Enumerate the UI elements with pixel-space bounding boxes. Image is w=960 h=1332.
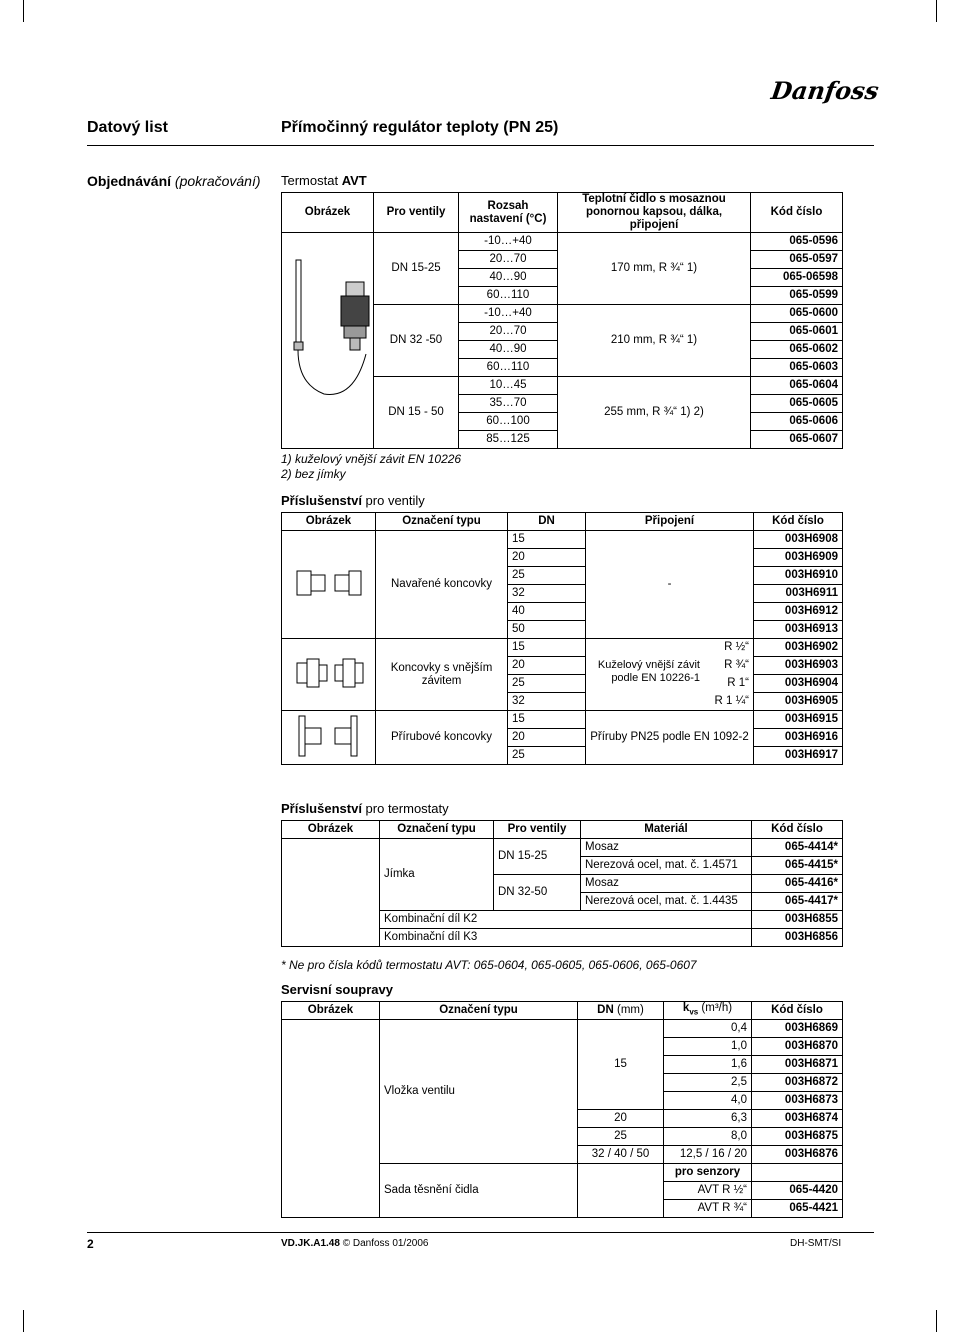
code-cell: 003H6905 <box>754 693 843 711</box>
weld-tailpieces-image <box>282 531 376 639</box>
code-cell: 003H6912 <box>754 603 843 621</box>
range-cell: 10…45 <box>459 377 558 395</box>
code-cell: 065-0606 <box>751 413 843 431</box>
thermostat-image <box>282 233 374 449</box>
code-cell: 065-0599 <box>751 287 843 305</box>
col-header: Obrázek <box>282 821 380 839</box>
kvs-cell: 0,4 <box>664 1020 752 1038</box>
valve-accessories-heading: Příslušenství pro ventily <box>281 493 425 508</box>
note: 1) kuželový vnější závit EN 10226 <box>281 452 462 466</box>
code-cell: 065-4417* <box>752 893 843 911</box>
service-kits-heading: Servisní soupravy <box>281 982 393 997</box>
ordering-table <box>281 192 843 449</box>
code-cell: 065-0604 <box>751 377 843 395</box>
kvs-cell: 8,0 <box>664 1128 752 1146</box>
image-cell <box>282 839 380 947</box>
range-cell: 60…100 <box>459 413 558 431</box>
range-cell: 40…90 <box>459 269 558 287</box>
dn-cell: 20 <box>508 729 586 747</box>
code-cell: 003H6876 <box>752 1146 843 1164</box>
code-cell: 003H6870 <box>752 1038 843 1056</box>
dn-cell: 25 <box>578 1128 664 1146</box>
dn-cell: 25 <box>508 747 586 765</box>
range-cell: 60…110 <box>459 359 558 377</box>
ordering-subtitle: Termostat AVT <box>281 173 367 188</box>
dn-cell: 15 <box>508 639 586 657</box>
valves-cell: DN 32 -50 <box>374 305 459 377</box>
code-cell: 003H6915 <box>754 711 843 729</box>
code-cell: 065-0602 <box>751 341 843 359</box>
valves-cell: DN 15 - 50 <box>374 377 459 449</box>
kvs-cell: AVT R ½“ <box>664 1182 752 1200</box>
col-header: Materiál <box>581 821 752 839</box>
code-cell: 003H6917 <box>754 747 843 765</box>
doc-type: Datový list <box>87 119 168 136</box>
code-cell: 003H6855 <box>752 911 843 929</box>
dn-cell: 25 <box>508 675 586 693</box>
col-header: Teplotní čidlo s mosaznou ponornou kapsou, dálka, připojení <box>558 193 751 233</box>
dn-cell: 15 <box>508 531 586 549</box>
col-header: DN <box>508 513 586 531</box>
col-header: Označení typu <box>376 513 508 531</box>
code-cell: 003H6908 <box>754 531 843 549</box>
col-header: Rozsah nastavení (°C) <box>459 193 558 233</box>
type-cell: Vložka ventilu <box>380 1020 578 1164</box>
flange-tailpieces-image <box>282 711 376 765</box>
col-header: Obrázek <box>282 1002 380 1020</box>
doc-code: VD.JK.A1.48 © Danfoss 01/2006 <box>281 1238 429 1249</box>
code-cell: 065-0605 <box>751 395 843 413</box>
connection-cell: - <box>586 531 754 639</box>
code-cell: 065-0597 <box>751 251 843 269</box>
crop-mark <box>23 0 24 22</box>
col-header: DN (mm) <box>578 1002 664 1020</box>
code-cell: 003H6874 <box>752 1110 843 1128</box>
range-cell: 35…70 <box>459 395 558 413</box>
code-cell: 003H6916 <box>754 729 843 747</box>
code-cell: 065-0603 <box>751 359 843 377</box>
sensor-cell: 170 mm, R ¾“ 1) <box>558 233 751 305</box>
type-cell: Kombinační díl K3 <box>380 929 752 947</box>
image-cell <box>282 1020 380 1218</box>
thread-cell: R ¾“ <box>724 659 749 671</box>
code-cell: 065-0601 <box>751 323 843 341</box>
col-header: Připojení <box>586 513 754 531</box>
code-cell: 003H6902 <box>754 639 843 657</box>
thermostat-accessories-table <box>281 820 843 947</box>
ordering-label-suffix: (pokračování) <box>174 173 261 189</box>
ordering-label: Objednávání <box>87 173 172 189</box>
kvs-cell: 1,0 <box>664 1038 752 1056</box>
dn-cell: 40 <box>508 603 586 621</box>
type-cell: Sada těsnění čidla <box>380 1164 578 1218</box>
code-cell: 003H6911 <box>754 585 843 603</box>
code-cell: 065-0596 <box>751 233 843 251</box>
sensor-cell: 210 mm, R ¾“ 1) <box>558 305 751 377</box>
code-cell: 003H6871 <box>752 1056 843 1074</box>
dn-cell: 25 <box>508 567 586 585</box>
header-rule <box>87 145 874 146</box>
connection-cell: Příruby PN25 podle EN 1092-2 <box>586 711 754 765</box>
range-cell: 85…125 <box>459 431 558 449</box>
kvs-cell: 4,0 <box>664 1092 752 1110</box>
valves-cell: DN 15-25 <box>374 233 459 305</box>
type-cell: Kombinační díl K2 <box>380 911 752 929</box>
kvs-cell: 6,3 <box>664 1110 752 1128</box>
range-cell: 60…110 <box>459 287 558 305</box>
thermostat-accessories-heading: Příslušenství pro termostaty <box>281 801 449 816</box>
material-cell: Mosaz <box>581 839 752 857</box>
dn-cell: 50 <box>508 621 586 639</box>
code-cell: 003H6909 <box>754 549 843 567</box>
svg-text:Danfoss: Danfoss <box>769 76 881 105</box>
range-cell: 20…70 <box>459 251 558 269</box>
col-header: Obrázek <box>282 193 374 233</box>
valve-accessories-table <box>281 512 843 765</box>
range-cell: -10…+40 <box>459 305 558 323</box>
service-kits-table <box>281 1001 843 1218</box>
col-header: Kód číslo <box>752 1002 843 1020</box>
col-header: Obrázek <box>282 513 376 531</box>
ordering-heading <box>87 173 261 189</box>
connection-cell: Kuželový vnější závit podle EN 10226-1 <box>597 658 700 684</box>
page-number: 2 <box>87 1237 94 1251</box>
threaded-tailpieces-image <box>282 639 376 711</box>
ordering-notes <box>281 452 461 482</box>
kvs-cell: 12,5 / 16 / 20 <box>664 1146 752 1164</box>
code-cell: 065-4414* <box>752 839 843 857</box>
sensor-header: pro senzory <box>664 1164 752 1182</box>
code-cell: 003H6856 <box>752 929 843 947</box>
kvs-cell: 1,6 <box>664 1056 752 1074</box>
dn-cell: 32 <box>508 693 586 711</box>
range-cell: -10…+40 <box>459 233 558 251</box>
crop-mark <box>936 1310 937 1332</box>
dn-cell: 15 <box>578 1020 664 1110</box>
valves-cell: DN 15-25 <box>494 839 581 875</box>
material-cell: Mosaz <box>581 875 752 893</box>
crop-mark <box>23 1310 24 1332</box>
kvs-cell: 2,5 <box>664 1074 752 1092</box>
dn-cell: 32 <box>508 585 586 603</box>
code-cell: 065-4420 <box>752 1182 843 1200</box>
range-cell: 20…70 <box>459 323 558 341</box>
col-header: Označení typu <box>380 1002 578 1020</box>
col-header: Kód číslo <box>754 513 843 531</box>
dn-cell: 32 / 40 / 50 <box>578 1146 664 1164</box>
code-cell: 065-06598 <box>751 269 843 287</box>
material-cell: Nerezová ocel, mat. č. 1.4435 <box>581 893 752 911</box>
type-cell: Koncovky s vnějším závitem <box>376 639 508 711</box>
code-cell: 003H6869 <box>752 1020 843 1038</box>
code-cell: 003H6903 <box>754 657 843 675</box>
sensor-cell: 255 mm, R ¾“ 1) 2) <box>558 377 751 449</box>
footer-rule <box>87 1232 874 1233</box>
footer-right: DH-SMT/SI <box>790 1238 842 1249</box>
code-cell: 065-4415* <box>752 857 843 875</box>
valves-cell: DN 32-50 <box>494 875 581 911</box>
dn-cell: 20 <box>508 549 586 567</box>
type-cell: Navařené koncovky <box>376 531 508 639</box>
danfoss-logo <box>769 72 881 110</box>
thread-cell: R 1“ <box>586 675 754 693</box>
col-header: Kód číslo <box>751 193 843 233</box>
crop-mark <box>936 0 937 22</box>
kvs-cell: AVT R ¾“ <box>664 1200 752 1218</box>
dn-cell: 15 <box>508 711 586 729</box>
material-cell: Nerezová ocel, mat. č. 1.4571 <box>581 857 752 875</box>
col-header: Označení typu <box>380 821 494 839</box>
code-cell: 003H6875 <box>752 1128 843 1146</box>
code-cell: 065-0607 <box>751 431 843 449</box>
thread-cell: R 1 ¼“ <box>586 693 754 711</box>
col-header: Pro ventily <box>374 193 459 233</box>
dn-cell <box>578 1164 664 1218</box>
col-header: $k_{vs}$ (m³/h) <box>664 1002 752 1020</box>
thread-cell: R ½“ <box>586 639 754 657</box>
dn-cell: 20 <box>508 657 586 675</box>
code-cell <box>752 1164 843 1182</box>
note: 2) bez jímky <box>281 467 346 481</box>
code-cell: 065-4416* <box>752 875 843 893</box>
col-header: Kód číslo <box>752 821 843 839</box>
page-title: Přímočinný regulátor teploty (PN 25) <box>281 119 559 136</box>
code-cell: 003H6873 <box>752 1092 843 1110</box>
code-cell: 003H6913 <box>754 621 843 639</box>
dn-cell: 20 <box>578 1110 664 1128</box>
code-cell: 065-4421 <box>752 1200 843 1218</box>
type-cell: Jímka <box>380 839 494 911</box>
type-cell: Přírubové koncovky <box>376 711 508 765</box>
code-cell: 003H6910 <box>754 567 843 585</box>
code-cell: 003H6872 <box>752 1074 843 1092</box>
thermostat-note: * Ne pro čísla kódů termostatu AVT: 065-0604, 065-0605, 065-0606, 065-0607 <box>281 958 697 972</box>
code-cell: 065-0600 <box>751 305 843 323</box>
range-cell: 40…90 <box>459 341 558 359</box>
code-cell: 003H6904 <box>754 675 843 693</box>
col-header: Pro ventily <box>494 821 581 839</box>
